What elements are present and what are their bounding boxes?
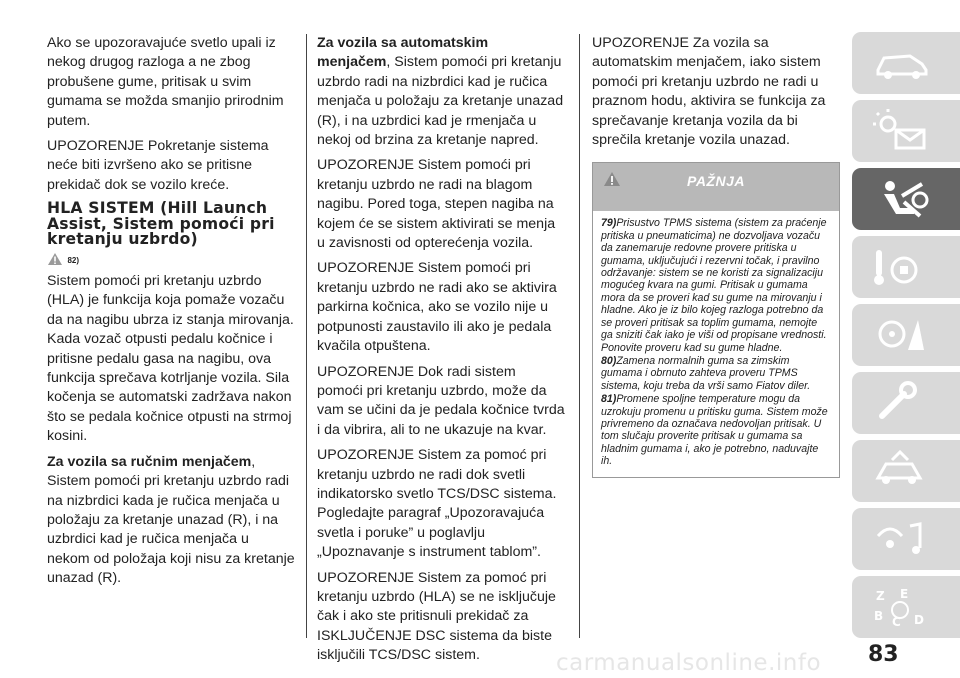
svg-text:D: D (914, 613, 924, 627)
media-icon (870, 516, 932, 562)
steering-road-icon (870, 312, 932, 358)
svg-text:E: E (900, 587, 909, 601)
car-icon (870, 40, 932, 86)
note-text: Promene spoljne temperature mogu da uzrokuju promenu u pritisku guma. Sistem može privremeno da označava nedovoljan pritisak. U tom slučaju proverite pritisak u gumama sa hladnim gumama i, ako je potrebno, naduvajte ih. (601, 393, 828, 468)
paragraph-upozorenje-parking: UPOZORENJE Sistem pomoći pri kretanju uzbrdo ne radi ako se aktivira parkirna kočnica, ako se vozilo nije u potpunosti zaustavilo ili ako je pedala kvačila otpuštena. (317, 260, 557, 355)
svg-text:B: B (874, 609, 884, 623)
bold-lead-automatic: Za vozila sa automatskim menjačem (317, 35, 489, 71)
chapter-sidebar (852, 32, 960, 642)
column-middle (317, 34, 565, 672)
key-start-icon (870, 244, 932, 290)
tab-technical-data[interactable] (852, 440, 960, 502)
svg-text:Z: Z (876, 589, 885, 603)
paragraph-automatic-transmission (317, 34, 565, 150)
tab-start-drive[interactable] (852, 236, 960, 298)
page-number: 83 (868, 642, 899, 667)
paragraph-upozorenje-pedal: UPOZORENJE Dok radi sistem pomoći pri kretanju uzbrdo, može da vam se učini da je pedala kočnice tvrda i da vibrira, ali to ne ukazuje na kvar. (317, 363, 565, 438)
reference-number: 82) (67, 256, 80, 266)
paragraph-warning-light: Ako se upozoravajuće svetlo upali iz nekog drugog razloga a ne zbog probušene gume, pritisak u svim gumama se možda smanjio prirodnim putem. (47, 35, 284, 129)
paragraph-upozorenje-dsc-off: UPOZORENJE Sistem za pomoć pri kretanju uzbrdo (HLA) se ne isključuje čak i ako ste pritisnuli prekidač za ISKLJUČENJE DSC sistema da biste isključili TCS/DSC sistem. (317, 569, 556, 664)
text-automatic-rest: , Sistem pomoći pri kretanju uzbrdo radi na nizbrdici kad je ručica menjača u položaju za kretanje unazad (R), i na uzbrdici kad je rmenjača u nekoj od brzina za kretanje napred. (317, 54, 564, 149)
caution-note-81 (601, 393, 831, 467)
reference-marker (47, 252, 295, 272)
warning-triangle-icon (47, 252, 63, 266)
paragraph-upozorenje-tcs: UPOZORENJE Sistem za pomoć pri kretanju uzbrdo ne radi dok svetli indikatorsko svetlo TCS/DSC sistema. Pogledajte paragraf „Upozoravajuća svetla i poruke” u poglavlju „Upoznavanje s instrument tablom”. (317, 447, 557, 561)
index-letters-icon (870, 584, 932, 630)
tab-warning-lights[interactable] (852, 100, 960, 162)
tab-emergency[interactable] (852, 304, 960, 366)
airbag-seat-icon (870, 176, 932, 222)
wrench-icon (870, 380, 932, 426)
note-number: 79) (601, 217, 617, 230)
column-divider-2 (579, 34, 580, 638)
column-right (592, 34, 840, 478)
note-text: Zamena normalnih guma sa zimskim gumama i obrnuto zahteva proveru TPMS sistema, koju treba da vrši samo Fiatov diler. (601, 354, 811, 392)
column-divider-1 (306, 34, 307, 638)
paragraph-upozorenje-start: UPOZORENJE Pokretanje sistema neće biti izvršeno ako se pritisne prekidač dok se vozilo kreće. (47, 138, 269, 193)
note-number: 80) (601, 354, 617, 367)
tab-safety[interactable] (852, 168, 960, 230)
caution-title: PAŽNJA (687, 173, 745, 190)
note-number: 81) (601, 393, 617, 406)
gauge-car-icon (870, 448, 932, 494)
caution-note-80 (601, 355, 831, 392)
caution-body (593, 211, 839, 476)
svg-text:C: C (892, 615, 901, 629)
watermark-text: carmanualsonline.info (556, 650, 822, 676)
warning-lights-icon (870, 108, 932, 154)
text-manual-rest: , Sistem pomoći pri kretanju uzbrdo radi na nizbrdici kada je ručica menjača u položaju za kretanje unazad (R), i na uzbrdici kad je ručica menjača u nekom od položaja koji nisu za kretanje unazad (R). (47, 453, 295, 587)
note-text: Prisustvo TPMS sistema (sistem za praćenje pritiska u pneumaticima) ne dozvoljava vozaču da zanemaruje redovne provere pritiska u gumama, uključujući i rezervni točak, i pravilno održavanje: sistem se ne koristi za signalizaciju mogućeg kvara na gumi. Pritisak u gumama mora da se proveri kad su gume na mirovanju i hladne. Ako je iz bilo kojeg razloga potrebno da se proveri pritisak sa toplim gumama, nemojte ga sniziti čak iako je viši od propisane vrednosti. Ponovite proveru kad su gume hladne. (601, 217, 827, 354)
tab-maintenance[interactable] (852, 372, 960, 434)
paragraph-upozorenje-slope: UPOZORENJE Sistem pomoći pri kretanju uzbrdo ne radi na blagom nagibu. Pored toga, stepen nagiba na kojem će se sistem aktivirati se menja u zavisnosti od opterećenja vozila. (317, 157, 556, 252)
caution-box (592, 162, 840, 477)
paragraph-hla-description: Sistem pomoći pri kretanju uzbrdo (HLA) je funkcija koja pomaže vozaču da na nagibu ubrza iz stanja mirovanja. Kada vozač otpusti pedalu kočnice i pritisne pedalu gasa na nagibu, ova funkcija sprečava kotrljanje vozila. Sila kočenja se automatski zadržava nakon što se pedala kočnice otpusti na strmoj kosini. (47, 273, 294, 445)
caution-note-79 (601, 217, 831, 353)
tab-car-overview[interactable] (852, 32, 960, 94)
paragraph-upozorenje-idle: UPOZORENJE Za vozila sa automatskim menjačem, iako sistem pomoći pri kretanju uzbrdo ne radi u praznom hodu, aktivira se funkcija za sprečavanje kretanja vozila da bi sprečila kretanje vozila unazad. (592, 35, 826, 149)
section-heading-hla: HLA SISTEM (Hill Launch Assist, Sistem pomoći pri kretanju uzbrdo) (47, 199, 275, 249)
tab-multimedia[interactable] (852, 508, 960, 570)
tab-index[interactable] (852, 576, 960, 638)
caution-box-header (593, 163, 839, 211)
column-left (47, 34, 295, 595)
bold-lead-manual: Za vozila sa ručnim menjačem (47, 453, 252, 470)
paragraph-manual-transmission (47, 453, 295, 589)
